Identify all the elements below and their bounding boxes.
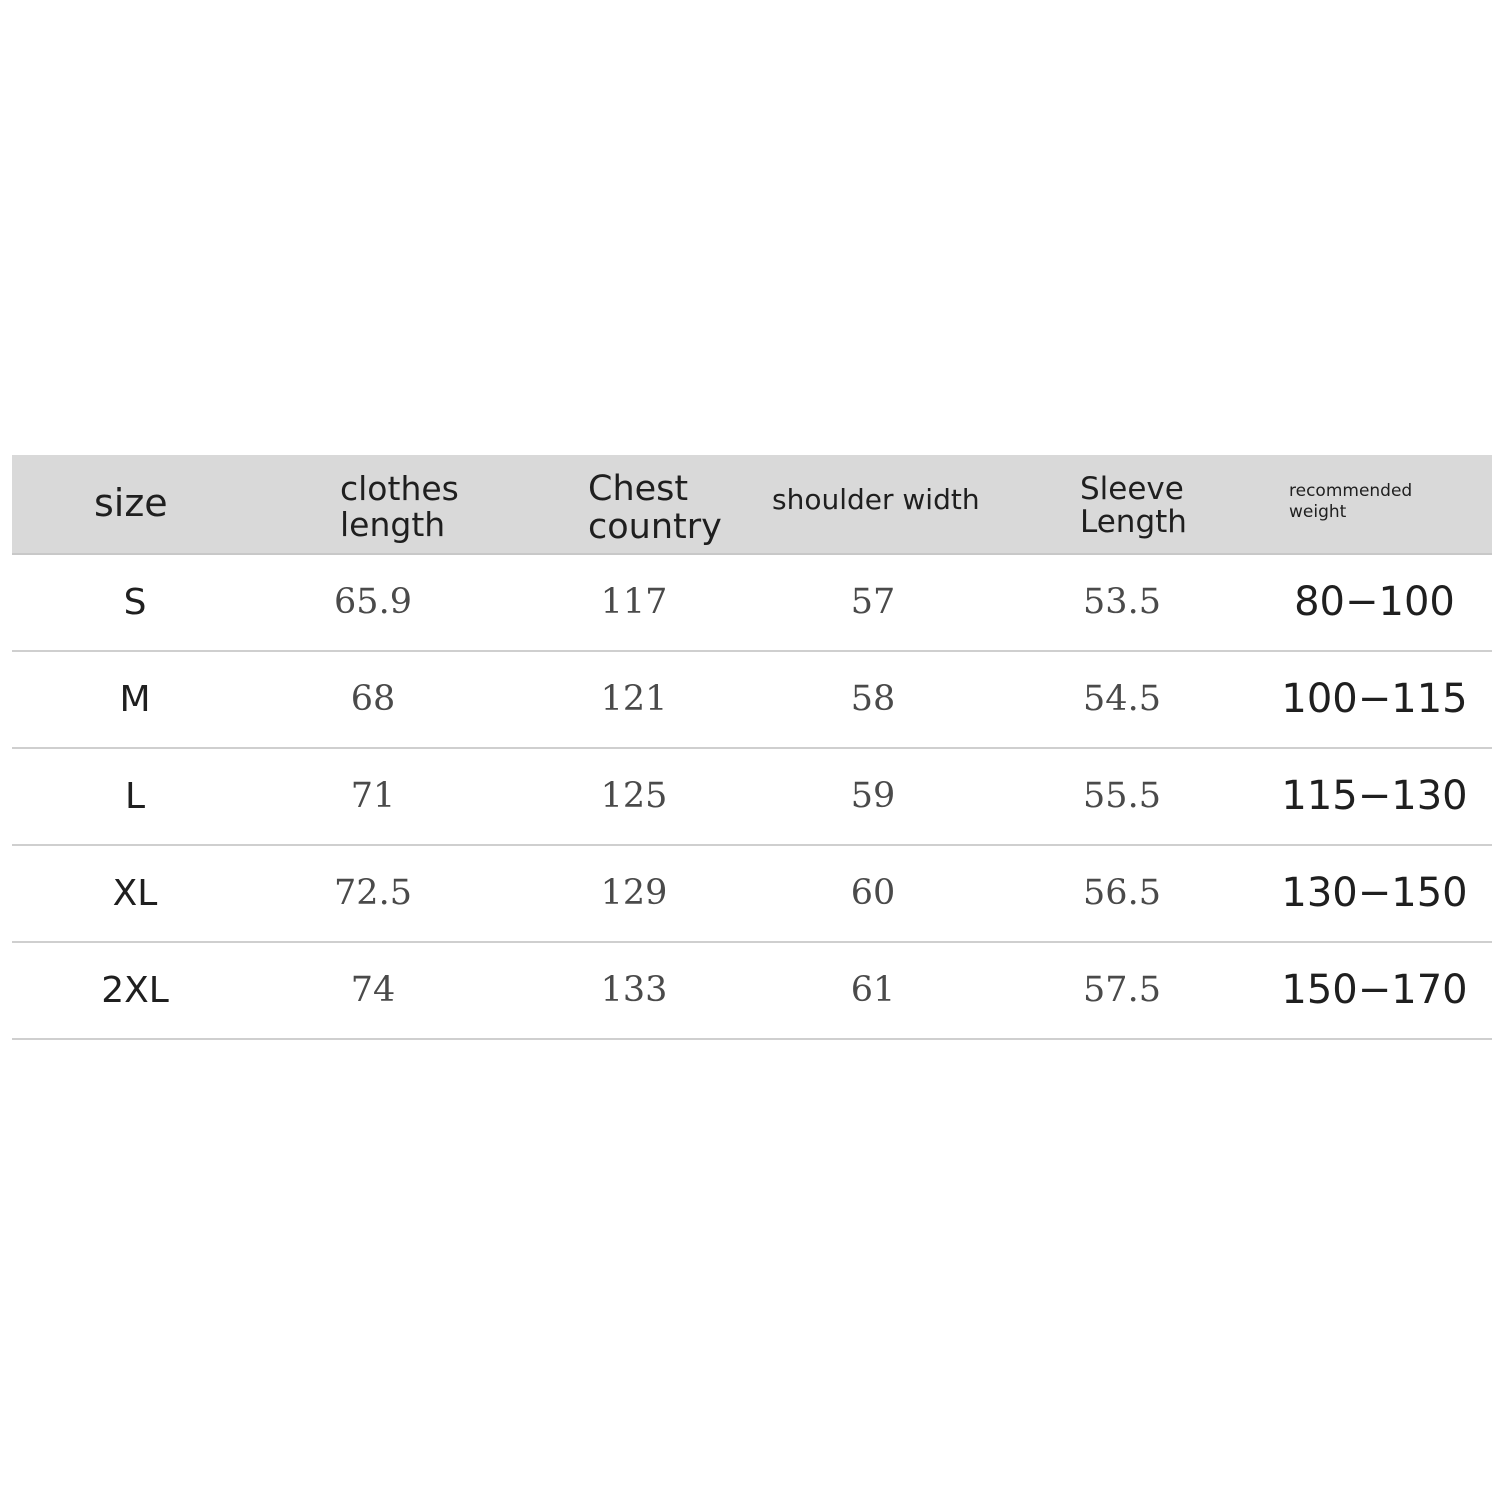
recommended-weight-cell: 150−170 xyxy=(1281,967,1468,1013)
table-row xyxy=(12,749,1492,846)
size-cell: XL xyxy=(112,873,158,914)
chest-cell: 121 xyxy=(600,679,668,719)
recommended-weight-cell: 115−130 xyxy=(1281,773,1468,819)
header-weight-line2: weight xyxy=(1289,502,1347,523)
sleeve-length-cell: 54.5 xyxy=(1083,679,1161,719)
shoulder-width-cell: 57 xyxy=(850,582,896,622)
clothes-length-cell: 72.5 xyxy=(334,873,412,913)
clothes-length-cell: 71 xyxy=(350,776,396,816)
header-shoulder-width-label: shoulder width xyxy=(772,483,980,516)
sleeve-length-cell: 55.5 xyxy=(1083,776,1161,816)
sleeve-length-cell: 57.5 xyxy=(1083,970,1161,1010)
clothes-length-cell: 65.9 xyxy=(334,582,412,622)
header-shoulder-width xyxy=(772,485,980,515)
recommended-weight-cell: 130−150 xyxy=(1281,870,1468,916)
chest-cell: 125 xyxy=(600,776,668,816)
size-cell: L xyxy=(124,776,146,817)
header-clothes-length-line1: clothes xyxy=(340,469,459,508)
header-chest-line2: country xyxy=(588,506,722,547)
shoulder-width-cell: 59 xyxy=(850,776,896,816)
header-sleeve-line1: Sleeve xyxy=(1080,471,1184,507)
table-row xyxy=(12,652,1492,749)
sleeve-length-cell: 56.5 xyxy=(1083,873,1161,913)
shoulder-width-cell: 60 xyxy=(850,873,896,913)
shoulder-width-cell: 61 xyxy=(850,970,896,1010)
clothes-length-cell: 74 xyxy=(350,970,396,1010)
size-chart-table xyxy=(12,455,1492,1040)
size-cell: S xyxy=(123,582,147,623)
clothes-length-cell: 68 xyxy=(350,679,396,719)
table-row xyxy=(12,555,1492,652)
chest-cell: 133 xyxy=(600,970,668,1010)
header-recommended-weight xyxy=(1289,481,1412,524)
header-sleeve-length xyxy=(1080,473,1187,540)
header-sleeve-line2: Length xyxy=(1080,504,1187,541)
table-row xyxy=(12,846,1492,943)
header-chest xyxy=(588,471,722,547)
table-header-row xyxy=(12,455,1492,555)
size-cell: M xyxy=(119,679,151,720)
shoulder-width-cell: 58 xyxy=(850,679,896,719)
table-row xyxy=(12,943,1492,1040)
header-size xyxy=(94,483,168,524)
size-cell: 2XL xyxy=(101,970,169,1011)
header-clothes-length xyxy=(340,471,459,542)
header-clothes-length-line2: length xyxy=(340,504,446,544)
header-weight-line1: recommended xyxy=(1289,481,1413,501)
header-size-label: size xyxy=(94,481,168,525)
header-chest-line1: Chest xyxy=(588,469,689,509)
chest-cell: 117 xyxy=(600,582,668,622)
chest-cell: 129 xyxy=(600,873,668,913)
sleeve-length-cell: 53.5 xyxy=(1083,582,1161,622)
recommended-weight-cell: 100−115 xyxy=(1281,676,1468,722)
recommended-weight-cell: 80−100 xyxy=(1294,579,1455,625)
